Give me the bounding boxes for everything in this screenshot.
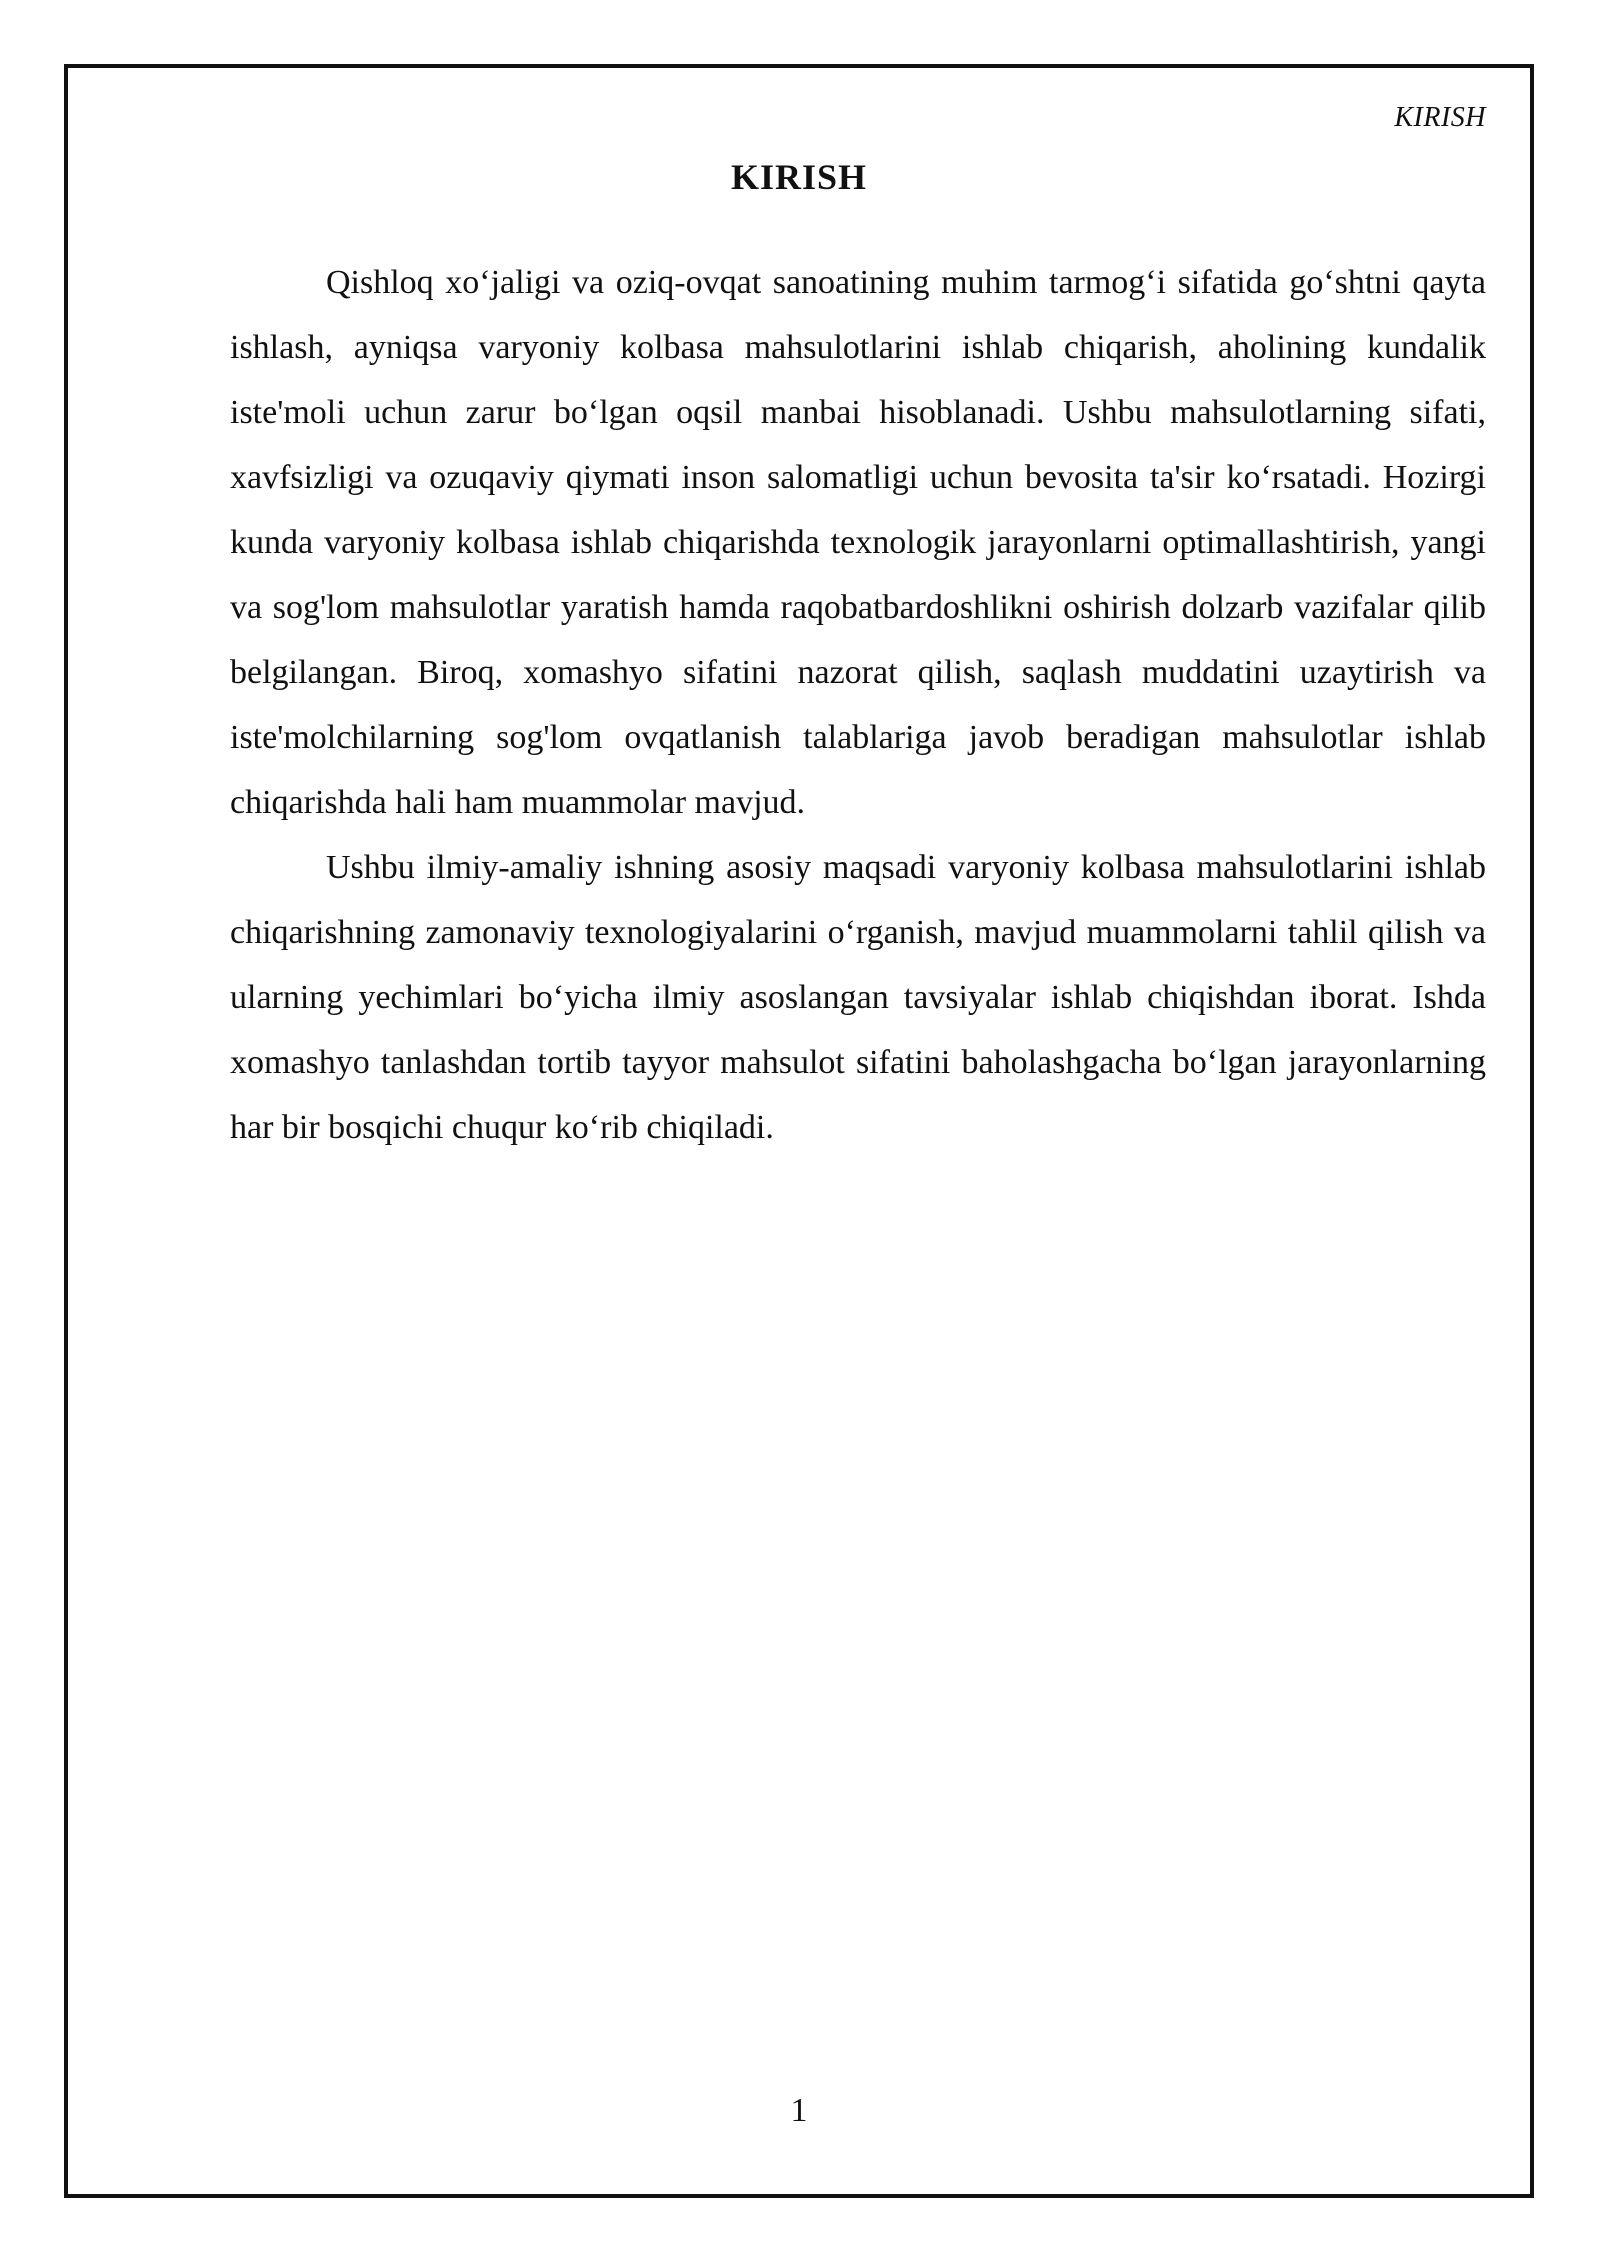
running-header: KIRISH (1394, 102, 1486, 133)
page-title: KIRISH (730, 157, 868, 197)
page-frame (64, 64, 1534, 2198)
paragraph-2: Ushbu ilmiy-amaliy ishning asosiy maqsadi varyoniy kolbasa mahsulotlarini ishlab chiqarishning zamonaviy texnologiyalarini o‘rganish, mavjud muammolarni tahlil qilish va ularning yechimlari bo‘yicha ilmiy asoslangan tavsiyalar ishlab chiqishdan iborat. Ishda xomashyo tanlashdan tortib tayyor mahsulot sifatini baholashgacha bo‘lgan jarayonlarning har bir bosqichi chuqur ko‘rib chiqiladi. (230, 849, 1486, 1146)
page-number: 1 (790, 2092, 808, 2129)
paragraph-1: Qishloq xo‘jaligi va oziq-ovqat sanoatining muhim tarmog‘i sifatida go‘shtni qayta ishlash, ayniqsa varyoniy kolbasa mahsulotlarini ishlab chiqarish, aholining kundalik iste'moli uchun zarur bo‘lgan oqsil manbai hisoblanadi. Ushbu mahsulotlarning sifati, xavfsizligi va ozuqaviy qiymati inson salomatligi uchun bevosita ta'sir ko‘rsatadi. Hozirgi kunda varyoniy kolbasa ishlab chiqarishda texnologik jarayonlarni optimallashtirish, yangi va sog'lom mahsulotlar yaratish hamda raqobatbardoshlikni oshirish dolzarb vazifalar qilib belgilangan. Biroq, xomashyo sifatini nazorat qilish, saqlash muddatini uzaytirish va iste'molchilarning sog'lom ovqatlanish talablariga javob beradigan mahsulotlar ishlab chiqarishda hali ham muammolar mavjud. (230, 264, 1486, 821)
document-body (230, 250, 1486, 1160)
